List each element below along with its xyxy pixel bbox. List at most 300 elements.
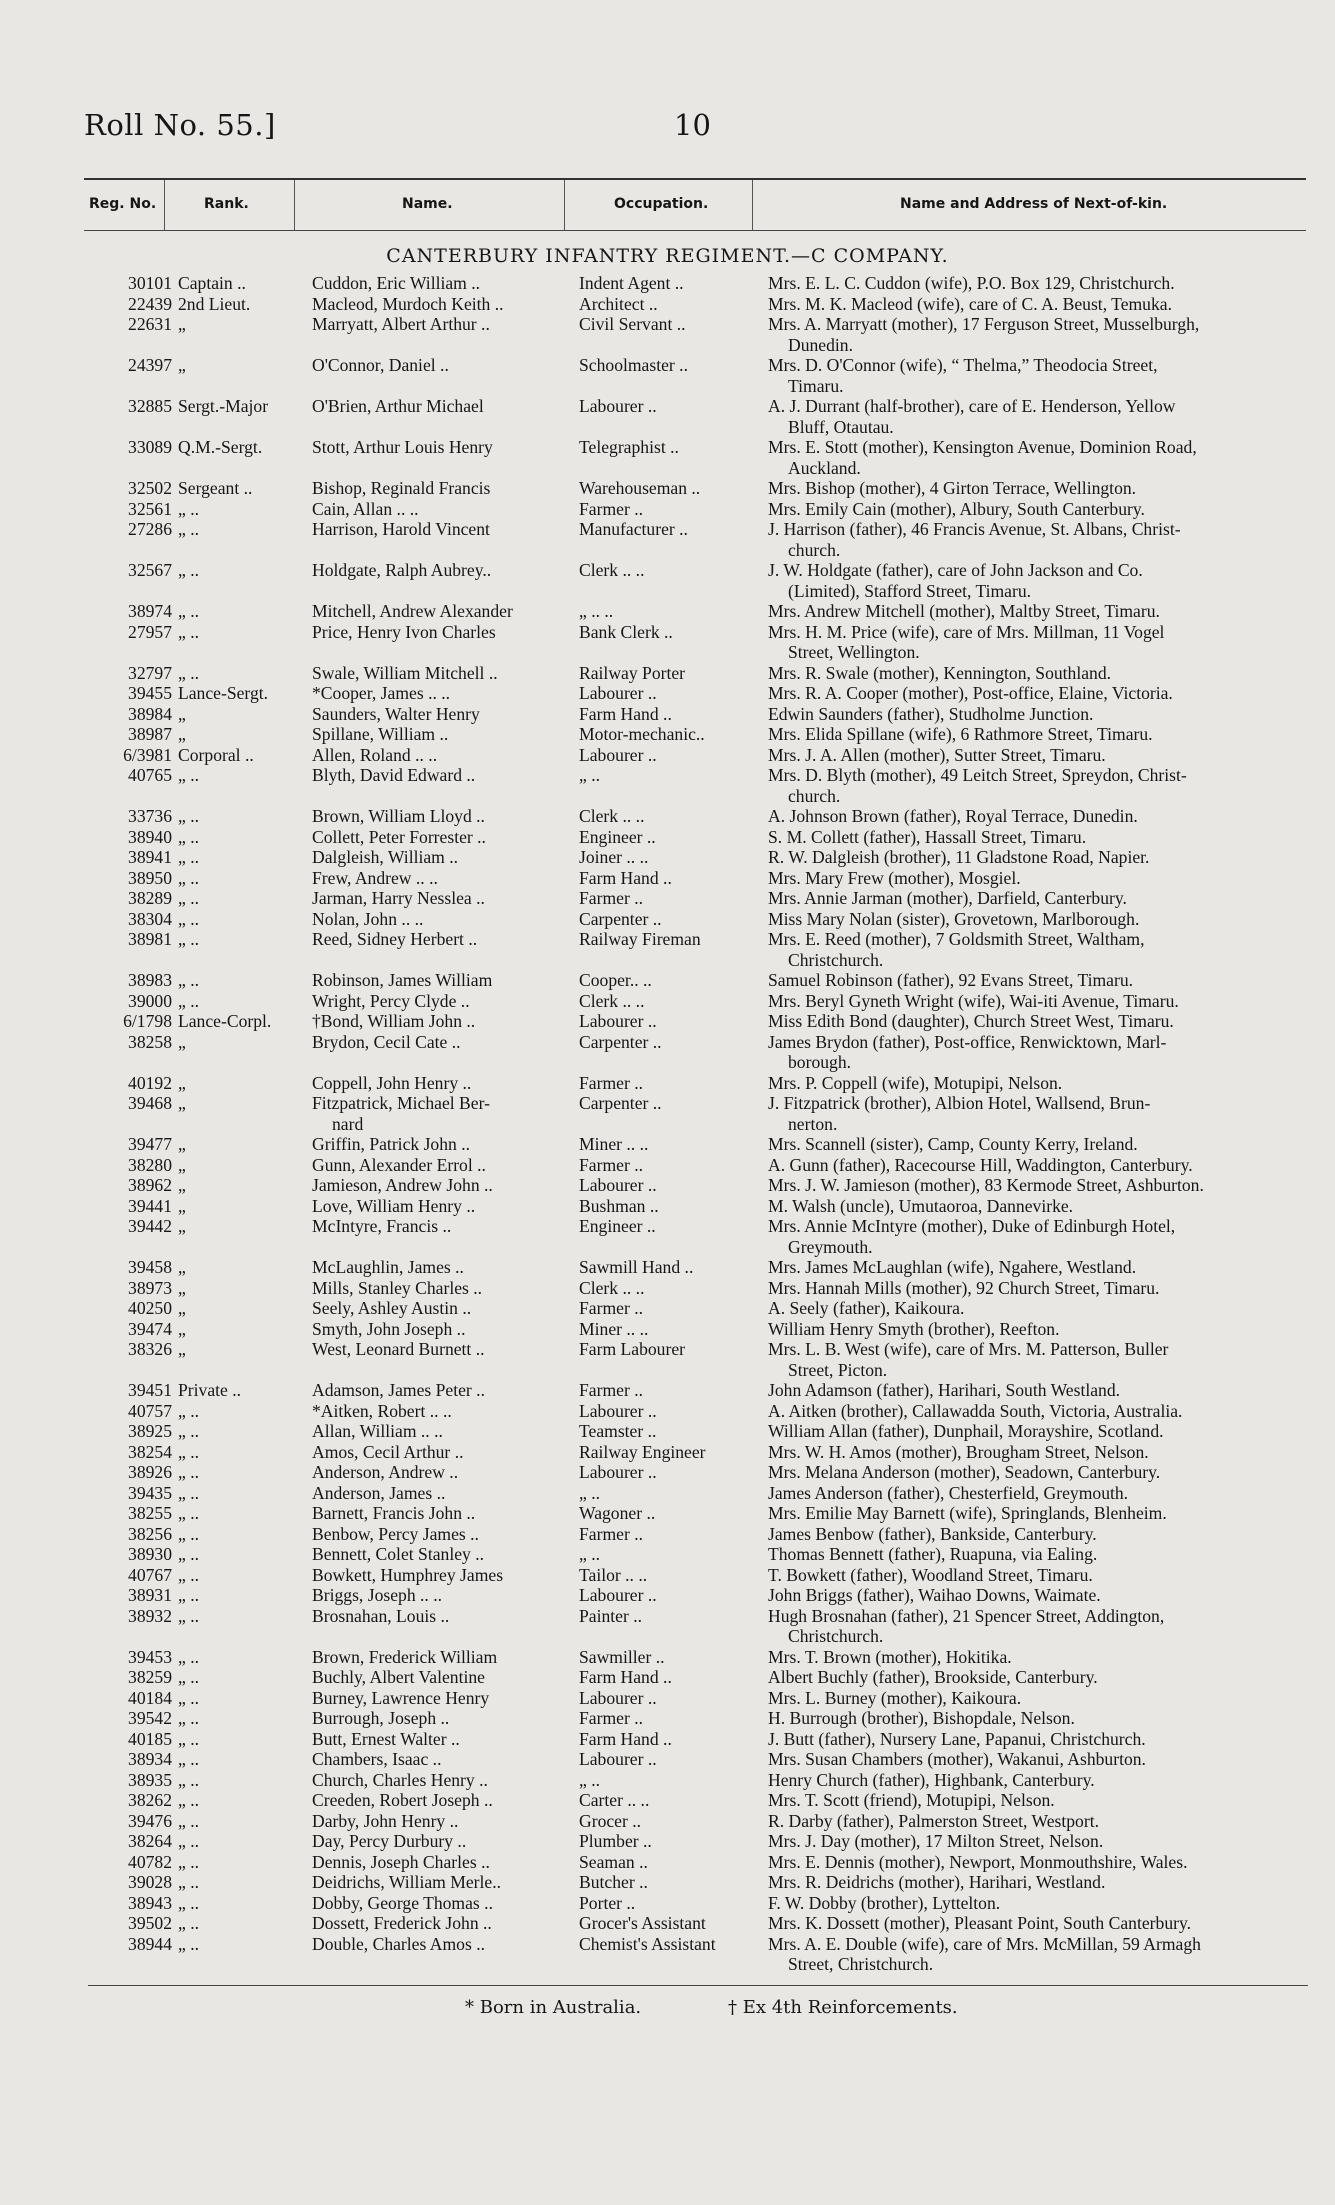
- reg-number: 38934: [128, 1749, 172, 1769]
- reg-number: 39542: [128, 1708, 172, 1728]
- table-row: [84, 622, 1324, 663]
- occupation: Carpenter ..: [579, 908, 662, 929]
- rank: „ ..: [178, 806, 200, 826]
- rank: „: [178, 1134, 186, 1154]
- occupation: „ ..: [579, 765, 601, 785]
- rank: „ ..: [178, 1605, 200, 1626]
- reg-number: 40250: [128, 1298, 172, 1318]
- name: O'Connor, Daniel ..: [312, 355, 449, 375]
- rank: Private ..: [178, 1380, 242, 1400]
- reg-number: 39502: [128, 1913, 172, 1933]
- table-row: [84, 847, 1324, 868]
- reg-number: 38983: [128, 970, 172, 990]
- occupation: Farmer ..: [579, 888, 644, 908]
- next-of-kin: Mrs. D. O'Connor (wife), “ Thelma,” Theodocia Street, Timaru.: [768, 355, 1335, 396]
- next-of-kin-continuation: Street, Wellington.: [788, 642, 920, 662]
- name: West, Leonard Burnett ..: [312, 1339, 485, 1359]
- rank: „: [178, 1257, 186, 1277]
- name: Anderson, Andrew ..: [312, 1462, 459, 1482]
- rank: „ ..: [178, 1810, 200, 1831]
- table-row: [84, 1298, 1324, 1319]
- name: Stott, Arthur Louis Henry: [312, 437, 493, 457]
- table-row: [84, 970, 1324, 991]
- occupation: Farmer ..: [579, 1298, 644, 1318]
- next-of-kin: A. Aitken (brother), Callawadda South, Victoria, Australia.: [768, 1400, 1183, 1421]
- table-row: [84, 1934, 1324, 1975]
- occupation: Sawmiller ..: [579, 1646, 665, 1667]
- name: Anderson, James ..: [312, 1482, 446, 1503]
- col-reg: Reg. No.: [89, 196, 157, 212]
- reg-number: 38262: [128, 1790, 172, 1810]
- rank: „ ..: [178, 990, 200, 1011]
- next-of-kin-continuation: Christchurch.: [788, 1626, 884, 1646]
- name: Dennis, Joseph Charles ..: [312, 1851, 490, 1872]
- reg-number: 32885: [128, 396, 172, 416]
- rank: „ ..: [178, 1564, 200, 1585]
- next-of-kin: Hugh Brosnahan (father), 21 Spencer Street, Addington, Christchurch.: [768, 1606, 1335, 1647]
- occupation: Telegraphist ..: [579, 437, 679, 457]
- name: Harrison, Harold Vincent: [312, 519, 490, 539]
- occupation: Butcher ..: [579, 1872, 648, 1892]
- occupation: Farmer ..: [579, 1708, 644, 1728]
- col-next-of-kin: Name and Address of Next-of-kin.: [900, 196, 1168, 212]
- rank: „ ..: [178, 908, 200, 929]
- occupation: Clerk .. ..: [579, 1277, 645, 1298]
- occupation: Joiner .. ..: [579, 847, 649, 867]
- table-row: [84, 1278, 1324, 1299]
- next-of-kin: Mrs. A. Marryatt (mother), 17 Ferguson Street, Musselburgh, Dunedin.: [768, 314, 1335, 355]
- rank: „ ..: [178, 826, 200, 847]
- occupation: Farmer ..: [579, 1072, 644, 1093]
- rank: Captain ..: [178, 273, 246, 293]
- name: Chambers, Isaac ..: [312, 1749, 442, 1769]
- name: Cuddon, Eric William ..: [312, 273, 481, 293]
- reg-number: 38932: [128, 1605, 172, 1626]
- rank: „ ..: [178, 929, 200, 949]
- rank: 2nd Lieut.: [178, 293, 251, 314]
- table-row: [84, 273, 1324, 294]
- name: Love, William Henry ..: [312, 1195, 476, 1216]
- table-row: [84, 1134, 1324, 1155]
- table-row: [84, 888, 1324, 909]
- occupation: Labourer ..: [579, 396, 657, 416]
- rank: „ ..: [178, 621, 200, 642]
- name: Briggs, Joseph .. ..: [312, 1585, 443, 1605]
- reg-number: 38925: [128, 1421, 172, 1441]
- next-of-kin: H. Burrough (brother), Bishopdale, Nelson.: [768, 1708, 1075, 1728]
- name: Swale, William Mitchell ..: [312, 662, 498, 683]
- name: Allen, Roland .. ..: [312, 744, 438, 765]
- reg-number: 40184: [128, 1687, 172, 1708]
- occupation: Manufacturer ..: [579, 519, 688, 539]
- reg-number: 38973: [128, 1277, 172, 1298]
- occupation: Cooper.. ..: [579, 970, 652, 990]
- reg-number: 38264: [128, 1831, 172, 1851]
- reg-number: 38931: [128, 1585, 172, 1605]
- reg-number: 6/1798: [123, 1011, 172, 1031]
- reg-number: 38255: [128, 1503, 172, 1523]
- name: Smyth, John Joseph ..: [312, 1318, 466, 1339]
- name: Double, Charles Amos ..: [312, 1933, 485, 1954]
- reg-number: 38943: [128, 1892, 172, 1913]
- name: Saunders, Walter Henry: [312, 703, 480, 724]
- reg-number: 39442: [128, 1216, 172, 1236]
- rank: „ ..: [178, 1790, 200, 1810]
- table-row: [84, 1565, 1324, 1586]
- next-of-kin: Mrs. J. A. Allen (mother), Sutter Street, Timaru.: [768, 744, 1106, 765]
- next-of-kin: Mrs. P. Coppell (wife), Motupipi, Nelson.: [768, 1072, 1063, 1093]
- rank: „: [178, 1298, 186, 1318]
- next-of-kin: Mrs. Melana Anderson (mother), Seadown, Canterbury.: [768, 1462, 1161, 1482]
- rank: „ ..: [178, 1728, 200, 1749]
- table-row: [84, 745, 1324, 766]
- reg-number: 22439: [128, 293, 172, 314]
- next-of-kin: John Briggs (father), Waihao Downs, Waimate.: [768, 1585, 1101, 1605]
- reg-number: 30101: [128, 273, 172, 293]
- reg-number: 38304: [128, 908, 172, 929]
- rank: „ ..: [178, 519, 200, 539]
- next-of-kin: Mrs. R. Swale (mother), Kennington, Southland.: [768, 662, 1112, 683]
- footer-rule: [88, 1985, 1308, 1986]
- rank: „ ..: [178, 765, 200, 785]
- table-row: [84, 724, 1324, 745]
- next-of-kin: A. Seely (father), Kaikoura.: [768, 1298, 965, 1318]
- occupation: Farm Hand ..: [579, 1667, 672, 1687]
- table-row: [84, 294, 1324, 315]
- occupation: Wagoner ..: [579, 1503, 656, 1523]
- rank: Q.M.-Sergt.: [178, 437, 263, 457]
- reg-number: 40767: [128, 1564, 172, 1585]
- reg-number: 39453: [128, 1646, 172, 1667]
- next-of-kin: Mrs. L. Burney (mother), Kaikoura.: [768, 1687, 1022, 1708]
- name: Brown, William Lloyd ..: [312, 806, 485, 826]
- table-row: [84, 1175, 1324, 1196]
- next-of-kin: Mrs. Elida Spillane (wife), 6 Rathmore Street, Timaru.: [768, 724, 1153, 744]
- table-row: [84, 1339, 1324, 1380]
- occupation: Motor-mechanic..: [579, 724, 705, 744]
- reg-number: 39000: [128, 990, 172, 1011]
- occupation: Painter ..: [579, 1605, 643, 1626]
- table-row: [84, 1606, 1324, 1647]
- column-headers: [84, 178, 1306, 231]
- occupation: Labourer ..: [579, 1400, 657, 1421]
- rank: „: [178, 1093, 186, 1113]
- table-row: [84, 1811, 1324, 1832]
- occupation: Farm Hand ..: [579, 867, 672, 888]
- occupation: Farm Hand ..: [579, 703, 672, 724]
- reg-number: 38280: [128, 1154, 172, 1175]
- name: McLaughlin, James ..: [312, 1257, 464, 1277]
- next-of-kin: Mrs. Emily Cain (mother), Albury, South Canterbury.: [768, 498, 1145, 519]
- table-row: [84, 1749, 1324, 1770]
- next-of-kin: T. Bowkett (father), Woodland Street, Timaru.: [768, 1564, 1093, 1585]
- occupation: Teamster ..: [579, 1421, 657, 1441]
- next-of-kin: Mrs. J. Day (mother), 17 Milton Street, Nelson.: [768, 1831, 1104, 1851]
- occupation: „ ..: [579, 1544, 601, 1564]
- reg-number: 38326: [128, 1339, 172, 1359]
- next-of-kin: A. J. Durrant (half-brother), care of E. Henderson, Yellow Bluff, Otautau.: [768, 396, 1335, 437]
- table-row: [84, 1319, 1324, 1340]
- next-of-kin: J. Butt (father), Nursery Lane, Papanui, Christchurch.: [768, 1728, 1146, 1749]
- table-row: [84, 499, 1324, 520]
- name: *Aitken, Robert .. ..: [312, 1400, 452, 1421]
- next-of-kin-continuation: Street, Picton.: [788, 1359, 888, 1380]
- rank: „ ..: [178, 1769, 200, 1790]
- rank: „ ..: [178, 1585, 200, 1605]
- reg-number: 24397: [128, 355, 172, 375]
- name: Mills, Stanley Charles ..: [312, 1277, 483, 1298]
- table-row: [84, 806, 1324, 827]
- reg-number: 32561: [128, 498, 172, 519]
- name: Dobby, George Thomas ..: [312, 1892, 493, 1913]
- table-row: [84, 1421, 1324, 1442]
- table-row: [84, 1647, 1324, 1668]
- rank: „ ..: [178, 1441, 200, 1462]
- occupation: Labourer ..: [579, 1011, 657, 1031]
- name: Deidrichs, William Merle..: [312, 1872, 502, 1892]
- next-of-kin: Mrs. Emilie May Barnett (wife), Springlands, Blenheim.: [768, 1503, 1167, 1523]
- rank: „ ..: [178, 1400, 200, 1421]
- next-of-kin: J. W. Holdgate (father), care of John Jackson and Co. (Limited), Stafford Street, Timaru.: [768, 560, 1335, 601]
- table-row: [84, 314, 1324, 355]
- next-of-kin: Mrs. Mary Frew (mother), Mosgiel.: [768, 867, 1021, 888]
- next-of-kin: Mrs. Andrew Mitchell (mother), Maltby Street, Timaru.: [768, 601, 1160, 621]
- name: Spillane, William ..: [312, 724, 449, 744]
- table-row: [84, 1790, 1324, 1811]
- table-row: [84, 1073, 1324, 1094]
- next-of-kin: Mrs. L. B. West (wife), care of Mrs. M. Patterson, Buller Street, Picton.: [768, 1339, 1335, 1380]
- table-row: [84, 1011, 1324, 1032]
- rank: „ ..: [178, 1749, 200, 1769]
- rank: „ ..: [178, 970, 200, 990]
- name: Holdgate, Ralph Aubrey..: [312, 560, 492, 580]
- name: Coppell, John Henry ..: [312, 1072, 472, 1093]
- next-of-kin: Mrs. Hannah Mills (mother), 92 Church Street, Timaru.: [768, 1277, 1160, 1298]
- occupation: Chemist's Assistant: [579, 1933, 716, 1954]
- name: Gunn, Alexander Errol ..: [312, 1154, 486, 1175]
- next-of-kin-continuation: Timaru.: [788, 375, 844, 396]
- next-of-kin-continuation: Auckland.: [788, 457, 861, 478]
- rank: „ ..: [178, 1851, 200, 1872]
- rank: „ ..: [178, 1523, 200, 1544]
- rank: „: [178, 1195, 186, 1216]
- name: Price, Henry Ivon Charles: [312, 621, 496, 642]
- table-row: [84, 1770, 1324, 1791]
- reg-number: 38258: [128, 1031, 172, 1052]
- occupation: „ ..: [579, 1482, 601, 1503]
- rank: „: [178, 1216, 186, 1236]
- next-of-kin: R. W. Dalgleish (brother), 11 Gladstone Road, Napier.: [768, 847, 1150, 867]
- reg-number: 38981: [128, 929, 172, 949]
- next-of-kin: R. Darby (father), Palmerston Street, Westport.: [768, 1810, 1099, 1831]
- rank: „ ..: [178, 1872, 200, 1892]
- next-of-kin: Mrs. J. W. Jamieson (mother), 83 Kermode Street, Ashburton.: [768, 1175, 1204, 1195]
- reg-number: 38941: [128, 847, 172, 867]
- reg-number: 33736: [128, 806, 172, 826]
- table-row: [84, 827, 1324, 848]
- name: Blyth, David Edward ..: [312, 765, 476, 785]
- name: Dalgleish, William ..: [312, 847, 459, 867]
- table-row: [84, 1503, 1324, 1524]
- occupation: Railway Fireman: [579, 929, 701, 949]
- table-row: [84, 1872, 1324, 1893]
- occupation: Labourer ..: [579, 1687, 657, 1708]
- rank: „ ..: [178, 662, 200, 683]
- reg-number: 38259: [128, 1667, 172, 1687]
- occupation: Carter .. ..: [579, 1790, 650, 1810]
- rank: „ ..: [178, 560, 200, 580]
- name: Barnett, Francis John ..: [312, 1503, 476, 1523]
- next-of-kin-continuation: Greymouth.: [788, 1236, 873, 1257]
- rank: Corporal ..: [178, 744, 254, 765]
- next-of-kin: Mrs. T. Brown (mother), Hokitika.: [768, 1646, 1012, 1667]
- name: Reed, Sidney Herbert ..: [312, 929, 478, 949]
- name: Jarman, Harry Nesslea ..: [312, 888, 485, 908]
- next-of-kin-continuation: church.: [788, 539, 841, 560]
- reg-number: 39477: [128, 1134, 172, 1154]
- name: Brydon, Cecil Cate ..: [312, 1031, 461, 1052]
- table-row: [84, 1401, 1324, 1422]
- table-row: [84, 909, 1324, 930]
- occupation: Labourer ..: [579, 683, 657, 703]
- name: *Cooper, James .. ..: [312, 683, 451, 703]
- next-of-kin: Mrs. K. Dossett (mother), Pleasant Point, South Canterbury.: [768, 1913, 1192, 1933]
- name: McIntyre, Francis ..: [312, 1216, 452, 1236]
- occupation: Miner .. ..: [579, 1318, 649, 1339]
- table-row: [84, 868, 1324, 889]
- name-continuation: nard: [332, 1113, 364, 1134]
- rank: „: [178, 1072, 186, 1093]
- reg-number: 22631: [128, 314, 172, 334]
- occupation: Miner .. ..: [579, 1134, 649, 1154]
- rank: „ ..: [178, 1544, 200, 1564]
- section-title: CANTERBURY INFANTRY REGIMENT.—C COMPANY.: [386, 245, 949, 267]
- page-header: [84, 108, 1324, 148]
- occupation: Engineer ..: [579, 826, 656, 847]
- reg-number: 40782: [128, 1851, 172, 1872]
- name: Frew, Andrew .. ..: [312, 867, 438, 888]
- occupation: Sawmill Hand ..: [579, 1257, 694, 1277]
- next-of-kin-continuation: church.: [788, 785, 841, 806]
- occupation: Civil Servant ..: [579, 314, 686, 334]
- occupation: Warehouseman ..: [579, 478, 701, 498]
- next-of-kin: J. Harrison (father), 46 Francis Avenue, St. Albans, Christ- church.: [768, 519, 1335, 560]
- rank: „ ..: [178, 867, 200, 888]
- name: Burrough, Joseph ..: [312, 1708, 450, 1728]
- next-of-kin: Mrs. Scannell (sister), Camp, County Kerry, Ireland.: [768, 1134, 1138, 1154]
- rank: „ ..: [178, 1462, 200, 1482]
- name: Bishop, Reginald Francis: [312, 478, 491, 498]
- rank: „ ..: [178, 1503, 200, 1523]
- next-of-kin: Mrs. Beryl Gyneth Wright (wife), Wai-iti Avenue, Timaru.: [768, 990, 1179, 1011]
- name: Benbow, Percy James ..: [312, 1523, 479, 1544]
- table-row: [84, 601, 1324, 622]
- rank: Sergt.-Major: [178, 396, 269, 416]
- table-row: [84, 1196, 1324, 1217]
- table-row: [84, 437, 1324, 478]
- table-row: [84, 1544, 1324, 1565]
- occupation: Porter ..: [579, 1892, 636, 1913]
- next-of-kin: J. Fitzpatrick (brother), Albion Hotel, Wallsend, Brun- nerton.: [768, 1093, 1335, 1134]
- next-of-kin: Mrs. E. Stott (mother), Kensington Avenue, Dominion Road, Auckland.: [768, 437, 1335, 478]
- rank: „: [178, 1339, 186, 1359]
- table-row: [84, 1688, 1324, 1709]
- occupation: Labourer ..: [579, 1585, 657, 1605]
- next-of-kin-continuation: borough.: [788, 1052, 852, 1072]
- rank: „ ..: [178, 1913, 200, 1933]
- occupation: Farmer ..: [579, 1380, 644, 1400]
- name: Butt, Ernest Walter ..: [312, 1728, 460, 1749]
- next-of-kin: Mrs. T. Scott (friend), Motupipi, Nelson.: [768, 1790, 1055, 1810]
- occupation: Farm Labourer: [579, 1339, 686, 1359]
- reg-number: 39476: [128, 1810, 172, 1831]
- table-row: [84, 1483, 1324, 1504]
- reg-number: 38940: [128, 826, 172, 847]
- next-of-kin: Mrs. E. Reed (mother), 7 Goldsmith Street, Waltham, Christchurch.: [768, 929, 1335, 970]
- next-of-kin: Mrs. E. Dennis (mother), Newport, Monmouthshire, Wales.: [768, 1851, 1188, 1872]
- name: Adamson, James Peter ..: [312, 1380, 485, 1400]
- rank: „ ..: [178, 601, 200, 621]
- next-of-kin: Mrs. Bishop (mother), 4 Girton Terrace, Wellington.: [768, 478, 1137, 498]
- next-of-kin: Mrs. A. E. Double (wife), care of Mrs. McMillan, 59 Armagh Street, Christchurch.: [768, 1934, 1335, 1975]
- rank: „ ..: [178, 1421, 200, 1441]
- name: Collett, Peter Forrester ..: [312, 826, 486, 847]
- next-of-kin: Samuel Robinson (father), 92 Evans Street, Timaru.: [768, 970, 1134, 990]
- rank: Sergeant ..: [178, 478, 253, 498]
- occupation: Grocer ..: [579, 1810, 642, 1831]
- occupation: Farmer ..: [579, 1523, 644, 1544]
- next-of-kin: A. Johnson Brown (father), Royal Terrace, Dunedin.: [768, 806, 1138, 826]
- next-of-kin: Mrs. W. H. Amos (mother), Brougham Street, Nelson.: [768, 1441, 1149, 1462]
- reg-number: 32567: [128, 560, 172, 580]
- rank: „ ..: [178, 1482, 200, 1503]
- table-row: [84, 683, 1324, 704]
- reg-number: 38974: [128, 601, 172, 621]
- next-of-kin: Albert Buchly (father), Brookside, Canterbury.: [768, 1667, 1098, 1687]
- occupation: Bushman ..: [579, 1195, 659, 1216]
- name: Bennett, Colet Stanley ..: [312, 1544, 485, 1564]
- table-row: [84, 1216, 1324, 1257]
- roll-number: Roll No. 55.]: [84, 108, 276, 142]
- reg-number: 6/3981: [123, 744, 172, 765]
- next-of-kin-continuation: nerton.: [788, 1113, 838, 1134]
- rank: „: [178, 703, 186, 724]
- reg-number: 38987: [128, 724, 172, 744]
- table-row: [84, 1667, 1324, 1688]
- next-of-kin: Thomas Bennett (father), Ruapuna, via Ealing.: [768, 1544, 1098, 1564]
- name: Fitzpatrick, Michael Ber- nard: [312, 1093, 652, 1134]
- col-occupation: Occupation.: [614, 196, 709, 212]
- name: Allan, William .. ..: [312, 1421, 443, 1441]
- reg-number: 38935: [128, 1769, 172, 1790]
- name: Brosnahan, Louis ..: [312, 1605, 450, 1626]
- next-of-kin-continuation: Christchurch.: [788, 949, 884, 970]
- table-row: [84, 704, 1324, 725]
- col-rank: Rank.: [204, 196, 249, 212]
- name: Church, Charles Henry ..: [312, 1769, 488, 1790]
- next-of-kin: Mrs. Annie McIntyre (mother), Duke of Edinburgh Hotel, Greymouth.: [768, 1216, 1335, 1257]
- rank: „: [178, 1277, 186, 1298]
- table-row: [84, 1708, 1324, 1729]
- rank: „ ..: [178, 1687, 200, 1708]
- rank: „: [178, 1031, 186, 1052]
- reg-number: 40185: [128, 1728, 172, 1749]
- reg-number: 33089: [128, 437, 172, 457]
- next-of-kin: Mrs. Annie Jarman (mother), Darfield, Canterbury.: [768, 888, 1127, 908]
- reg-number: 40192: [128, 1072, 172, 1093]
- table-row: [84, 1729, 1324, 1750]
- next-of-kin: Mrs. Susan Chambers (mother), Wakanui, Ashburton.: [768, 1749, 1146, 1769]
